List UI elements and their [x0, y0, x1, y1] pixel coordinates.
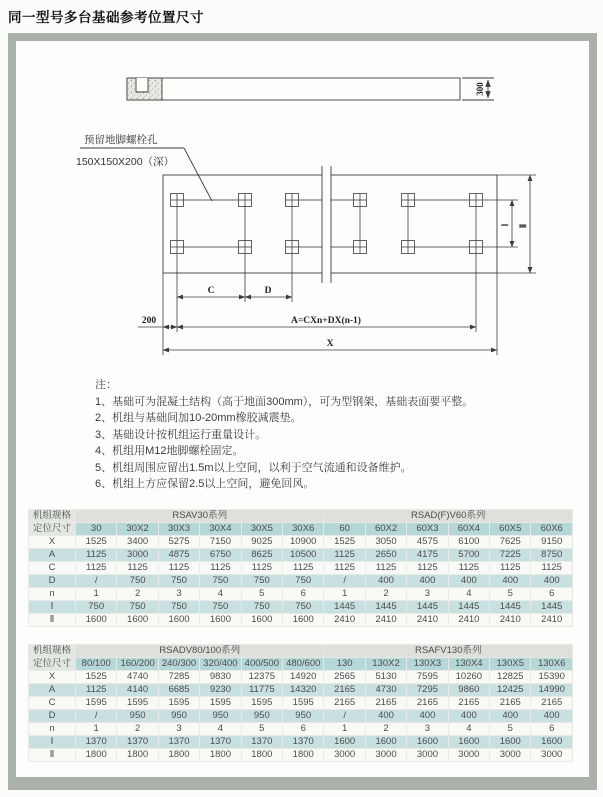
bolt-hole — [354, 241, 367, 254]
bolt-hole — [402, 241, 415, 254]
table-cell: n — [29, 588, 75, 600]
table-cell: 9830 — [200, 671, 240, 683]
table-cell: 1600 — [242, 614, 282, 626]
table-cell: 7285 — [159, 671, 199, 683]
table-cell: 1445 — [449, 601, 489, 613]
table-cell: 7150 — [200, 536, 240, 548]
table-cell: A — [29, 684, 75, 696]
foundation-diagram — [16, 55, 581, 370]
table-cell: 6 — [531, 588, 572, 600]
table-header-cell: 30X5 — [242, 523, 282, 535]
table-cell: 6685 — [159, 684, 199, 696]
table-header-cell: 130X6 — [531, 658, 572, 670]
table-cell: 750 — [76, 601, 116, 613]
note-item: 4、机组用M12地脚螺栓固定。 — [95, 445, 244, 457]
table-cell: Ⅱ — [29, 749, 75, 761]
table-header-cell: 60X6 — [531, 523, 572, 535]
dim-300-label: 300 — [475, 82, 485, 96]
table-cell: 1125 — [366, 562, 406, 574]
table-cell: 1370 — [159, 736, 199, 748]
table-cell: 2165 — [490, 697, 530, 709]
table-cell: 10900 — [283, 536, 323, 548]
table-cell: C — [29, 562, 75, 574]
table-cell: 750 — [159, 575, 199, 587]
table-cell: 1600 — [490, 736, 530, 748]
table-cell: 9025 — [242, 536, 282, 548]
table-cell: 400 — [490, 575, 530, 587]
table-cell: X — [29, 536, 75, 548]
table-header-cell: 机组规格 — [29, 645, 75, 657]
table-cell: 2410 — [407, 614, 447, 626]
table-cell: 10500 — [283, 549, 323, 561]
table-cell: 1125 — [407, 562, 447, 574]
table-cell: 3000 — [407, 749, 447, 761]
table-cell: D — [29, 710, 75, 722]
table-cell: 1800 — [242, 749, 282, 761]
table-cell: 7295 — [407, 684, 447, 696]
table-cell: 2165 — [324, 684, 364, 696]
table-cell: 1595 — [159, 697, 199, 709]
table-cell: 1125 — [490, 562, 530, 574]
table-row — [29, 575, 572, 587]
unit-dimension-table — [28, 644, 573, 762]
table-header-cell: 60X2 — [366, 523, 406, 535]
table-cell: 9230 — [200, 684, 240, 696]
table-cell: 1125 — [200, 562, 240, 574]
table-cell: 4740 — [117, 671, 157, 683]
bolt-hole — [239, 194, 252, 207]
table-cell: 5 — [490, 588, 530, 600]
table-header-cell: 480/600 — [283, 658, 323, 670]
table-cell: 4730 — [366, 684, 406, 696]
table-cell: 1370 — [117, 736, 157, 748]
notes-section — [95, 377, 565, 493]
table-cell: 14320 — [283, 684, 323, 696]
note-item: 2、机组与基础间加10-20mm橡胶减震垫。 — [95, 412, 302, 424]
table-cell: 1445 — [366, 601, 406, 613]
table-cell: 1595 — [242, 697, 282, 709]
table-cell: 7225 — [490, 549, 530, 561]
table-cell: 1125 — [324, 562, 364, 574]
table-cell: 14920 — [283, 671, 323, 683]
table-cell: 950 — [283, 710, 323, 722]
table-cell: 1445 — [490, 601, 530, 613]
table-cell: 2410 — [490, 614, 530, 626]
table-cell: 2 — [366, 588, 406, 600]
table-cell: / — [324, 710, 364, 722]
table-cell: 950 — [200, 710, 240, 722]
table-cell: 8750 — [531, 549, 572, 561]
anchor-hole-notch — [136, 78, 148, 92]
table-cell: 750 — [242, 575, 282, 587]
table-cell: 1600 — [407, 736, 447, 748]
table-cell: 2 — [366, 723, 406, 735]
table-cell: 12425 — [490, 684, 530, 696]
dim-i-label: Ⅰ — [500, 223, 510, 227]
bolt-hole — [470, 241, 483, 254]
table-cell: 400 — [490, 710, 530, 722]
table-cell: 6100 — [449, 536, 489, 548]
table-cell: A — [29, 549, 75, 561]
table-cell: 1600 — [200, 614, 240, 626]
table-cell: 1125 — [76, 562, 116, 574]
table-cell: 2165 — [366, 697, 406, 709]
table-cell: 2410 — [531, 614, 572, 626]
table-cell: / — [76, 575, 116, 587]
table-cell: 1 — [76, 588, 116, 600]
table-cell: 14990 — [531, 684, 572, 696]
table-cell: 400 — [407, 710, 447, 722]
side-view — [127, 78, 494, 100]
table-cell: 750 — [159, 601, 199, 613]
table-cell: 400 — [531, 575, 572, 587]
table-cell: 2565 — [324, 671, 364, 683]
table-cell: 1800 — [159, 749, 199, 761]
table-cell: 1 — [76, 723, 116, 735]
table-cell: 2165 — [407, 697, 447, 709]
table-cell: 400 — [407, 575, 447, 587]
table-cell: 4 — [449, 723, 489, 735]
table-cell: 1445 — [324, 601, 364, 613]
table-cell: 1600 — [449, 736, 489, 748]
table-cell: 1595 — [283, 697, 323, 709]
table-cell: 1370 — [76, 736, 116, 748]
table-cell: 4575 — [407, 536, 447, 548]
table-header-cell: 60 — [324, 523, 364, 535]
table-cell: 2410 — [324, 614, 364, 626]
note-item: 5、机组周围应留出1.5m以上空间，以利于空气流通和设备维护。 — [95, 461, 412, 474]
table-cell: 3 — [407, 723, 447, 735]
table-cell: 1600 — [76, 614, 116, 626]
bolt-hole — [171, 194, 184, 207]
table-cell: 1125 — [449, 562, 489, 574]
table-cell: 6 — [283, 588, 323, 600]
table-cell: 2 — [117, 723, 157, 735]
table-cell: C — [29, 697, 75, 709]
bolt-hole — [239, 241, 252, 254]
unit-dimension-table — [28, 509, 573, 627]
page-title: 同一型号多台基础参考位置尺寸 — [8, 10, 204, 25]
table-cell: 1 — [324, 588, 364, 600]
bolt-hole-callout-line1: 预留地脚螺栓孔 — [84, 134, 158, 146]
table-cell: 4140 — [117, 684, 157, 696]
table-cell: 5 — [242, 588, 282, 600]
table-row — [29, 710, 572, 722]
table-header-cell: 60X5 — [490, 523, 530, 535]
table-cell: 4 — [200, 588, 240, 600]
notes-heading: 注： — [95, 379, 117, 391]
table-cell: 1445 — [407, 601, 447, 613]
table-cell: 6750 — [200, 549, 240, 561]
table-cell: 3 — [159, 723, 199, 735]
table-row — [29, 697, 572, 709]
table-cell: 950 — [242, 710, 282, 722]
table-header-cell: 80/100 — [76, 658, 116, 670]
note-item: 1、基础可为混凝土结构（高于地面300mm），可为型钢架，基础表面要平整。 — [95, 395, 474, 408]
table-cell: 1125 — [531, 562, 572, 574]
table-cell: 6 — [531, 723, 572, 735]
table-cell: 7595 — [407, 671, 447, 683]
table-cell: 1370 — [283, 736, 323, 748]
table-header-cell: 130X3 — [407, 658, 447, 670]
table-cell: 400 — [366, 575, 406, 587]
table-cell: Ⅰ — [29, 601, 75, 613]
table-cell: 1125 — [76, 549, 116, 561]
table-cell: 2 — [117, 588, 157, 600]
bolt-hole — [286, 194, 299, 207]
dim-d-label: D — [264, 286, 272, 296]
table-cell: X — [29, 671, 75, 683]
table-cell: 1800 — [283, 749, 323, 761]
table-cell: 3050 — [366, 536, 406, 548]
table-header-cell: 130 — [324, 658, 364, 670]
table-cell: 1 — [324, 723, 364, 735]
table-cell: Ⅱ — [29, 614, 75, 626]
table-cell: 8625 — [242, 549, 282, 561]
table-header-cell: 定位尺寸 — [29, 523, 75, 535]
dim-c-label: C — [207, 286, 215, 296]
table-cell: 1525 — [324, 536, 364, 548]
table-cell: 1125 — [159, 562, 199, 574]
table-row — [29, 549, 572, 561]
table-cell: 11775 — [242, 684, 282, 696]
bolt-hole — [470, 194, 483, 207]
table-cell: 12375 — [242, 671, 282, 683]
table-row — [29, 749, 572, 761]
table-cell: 400 — [366, 710, 406, 722]
table-cell: 2165 — [449, 697, 489, 709]
dim-200-label: 200 — [141, 316, 157, 326]
table-row — [29, 723, 572, 735]
table-cell: 1525 — [76, 536, 116, 548]
table-row — [29, 736, 572, 748]
bolt-hole — [286, 241, 299, 254]
table-cell: 12825 — [490, 671, 530, 683]
table-cell: 5275 — [159, 536, 199, 548]
table-cell: 1600 — [324, 736, 364, 748]
table-header-cell: 320/400 — [200, 658, 240, 670]
table-cell: 6 — [283, 723, 323, 735]
table-cell: 750 — [200, 575, 240, 587]
table-cell: 1525 — [76, 671, 116, 683]
table-cell: 750 — [117, 601, 157, 613]
table-cell: 1125 — [283, 562, 323, 574]
table-cell: 400 — [449, 710, 489, 722]
table-cell: 400 — [531, 710, 572, 722]
table-cell: 3 — [407, 588, 447, 600]
table-header-cell: 400/500 — [242, 658, 282, 670]
table-cell: 1600 — [283, 614, 323, 626]
table-cell: 1600 — [531, 736, 572, 748]
table-cell: Ⅰ — [29, 736, 75, 748]
table-header-cell: RSAD(F)V60系列 — [324, 510, 572, 522]
table-row — [29, 601, 572, 613]
dimension-table-2 — [28, 644, 573, 762]
bolt-hole-callout-line2: 150X150X200（深） — [76, 156, 175, 168]
bolt-hole — [354, 194, 367, 207]
table-header-cell: 30X4 — [200, 523, 240, 535]
table-cell: 5 — [490, 723, 530, 735]
table-cell: 5700 — [449, 549, 489, 561]
note-item: 6、机组上方应保留2.5以上空间，避免回风。 — [95, 478, 315, 490]
break-lines — [322, 166, 331, 283]
table-cell: / — [76, 710, 116, 722]
table-cell: / — [324, 575, 364, 587]
table-cell: 1600 — [366, 736, 406, 748]
table-cell: 950 — [117, 710, 157, 722]
table-cell: n — [29, 723, 75, 735]
dimension-table-1 — [28, 509, 573, 627]
table-cell: 4 — [200, 723, 240, 735]
table-cell: 750 — [200, 601, 240, 613]
table-header-cell: 130X5 — [490, 658, 530, 670]
table-cell: 2410 — [449, 614, 489, 626]
table-cell: 1800 — [200, 749, 240, 761]
table-cell: 1370 — [200, 736, 240, 748]
table-header-cell: 机组规格 — [29, 510, 75, 522]
table-row — [29, 536, 572, 548]
table-header-cell: RSAFV130系列 — [324, 645, 572, 657]
table-header-cell: 130X2 — [366, 658, 406, 670]
table-cell: 1125 — [117, 562, 157, 574]
table-cell: 7625 — [490, 536, 530, 548]
table-cell: 750 — [283, 601, 323, 613]
table-cell: 3 — [159, 588, 199, 600]
table-cell: D — [29, 575, 75, 587]
table-cell: 1800 — [76, 749, 116, 761]
table-cell: 5 — [242, 723, 282, 735]
table-cell: 9150 — [531, 536, 572, 548]
bolt-hole — [171, 241, 184, 254]
dim-x-label: X — [326, 339, 334, 349]
table-cell: 4175 — [407, 549, 447, 561]
table-cell: 1595 — [76, 697, 116, 709]
table-header-cell: 定位尺寸 — [29, 658, 75, 670]
table-cell: 9860 — [449, 684, 489, 696]
table-cell: 4 — [449, 588, 489, 600]
table-row — [29, 684, 572, 696]
table-cell: 750 — [117, 575, 157, 587]
table-cell: 2165 — [324, 697, 364, 709]
table-header-cell: 30X3 — [159, 523, 199, 535]
table-cell: 3000 — [366, 749, 406, 761]
table-cell: 2650 — [366, 549, 406, 561]
table-cell: 3000 — [117, 549, 157, 561]
table-cell: 1370 — [242, 736, 282, 748]
table-cell: 1125 — [76, 684, 116, 696]
table-header-cell: RSAV30系列 — [76, 510, 323, 522]
note-item: 3、基础设计按机组运行重量设计。 — [95, 428, 267, 441]
bolt-hole — [402, 194, 415, 207]
table-header-cell: 30X6 — [283, 523, 323, 535]
table-header-cell: 30X2 — [117, 523, 157, 535]
table-cell: 1595 — [200, 697, 240, 709]
table-row — [29, 588, 572, 600]
table-cell: 400 — [449, 575, 489, 587]
table-cell: 1600 — [117, 614, 157, 626]
table-header-cell: 60X4 — [449, 523, 489, 535]
table-row — [29, 562, 572, 574]
table-header-cell: 60X3 — [407, 523, 447, 535]
table-row — [29, 671, 572, 683]
table-header-cell: 30 — [76, 523, 116, 535]
table-cell: 2165 — [531, 697, 572, 709]
dim-ii-label: Ⅱ — [518, 223, 528, 229]
table-cell: 5130 — [366, 671, 406, 683]
dim-a-formula-label: A=CXn+DX(n-1) — [291, 316, 361, 326]
table-cell: 1800 — [117, 749, 157, 761]
table-cell: 750 — [242, 601, 282, 613]
table-cell: 750 — [283, 575, 323, 587]
table-cell: 3000 — [490, 749, 530, 761]
table-cell: 1600 — [159, 614, 199, 626]
table-cell: 3000 — [449, 749, 489, 761]
table-cell: 1445 — [531, 601, 572, 613]
table-header-cell: 240/300 — [159, 658, 199, 670]
table-cell: 10260 — [449, 671, 489, 683]
table-cell: 1125 — [324, 549, 364, 561]
table-cell: 15390 — [531, 671, 572, 683]
table-cell: 4875 — [159, 549, 199, 561]
table-cell: 1125 — [242, 562, 282, 574]
table-cell: 3000 — [324, 749, 364, 761]
table-header-cell: 160/200 — [117, 658, 157, 670]
table-row — [29, 614, 572, 626]
table-cell: 3400 — [117, 536, 157, 548]
table-cell: 2410 — [366, 614, 406, 626]
table-header-cell: 130X4 — [449, 658, 489, 670]
table-cell: 950 — [159, 710, 199, 722]
table-header-cell: RSADV80/100系列 — [76, 645, 323, 657]
table-cell: 3000 — [531, 749, 572, 761]
table-cell: 1595 — [117, 697, 157, 709]
